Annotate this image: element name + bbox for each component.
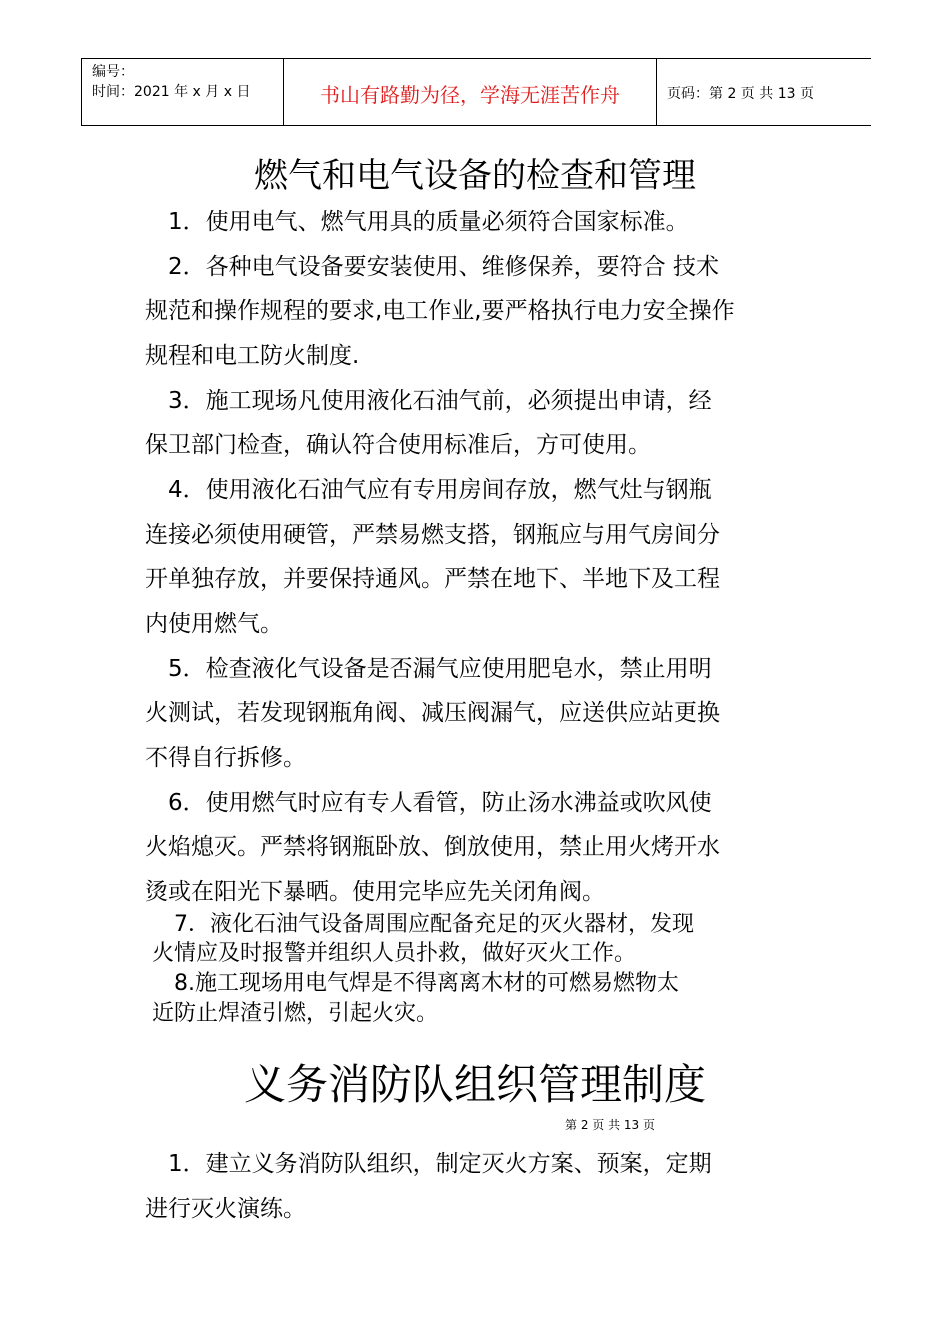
header-table [81, 58, 871, 126]
section-title: 燃气和电气设备的检查和管理 [254, 156, 696, 196]
page-footer: 第 2 页 共 13 页 [565, 1118, 655, 1132]
paragraph-line: 近防止焊渣引燃，引起火灾。 [152, 1001, 439, 1026]
paragraph-line: 规范和操作规程的要求,电工作业,要严格执行电力安全操作 [145, 298, 735, 324]
motto: 书山有路勤为径，学海无涯苦作舟 [320, 83, 620, 107]
paragraph-line: 1．使用电气、燃气用具的质量必须符合国家标准。 [145, 209, 689, 235]
section-title: 义务消防队组织管理制度 [243, 1060, 706, 1109]
paragraph-line: 内使用燃气。 [145, 611, 283, 637]
header-page-cell [657, 59, 872, 125]
paragraph-line: 规程和电工防火制度. [145, 343, 360, 369]
document-date: 时间：2021 年 x 月 x 日 [92, 84, 251, 100]
paragraph-line: 7．液化石油气设备周围应配备充足的灭火器材，发现 [152, 912, 694, 937]
paragraph-line: 8.施工现场用电气焊是不得离离木材的可燃易燃物太 [152, 971, 679, 996]
paragraph-line: 5．检查液化气设备是否漏气应使用肥皂水，禁止用明 [145, 656, 712, 682]
paragraph-line: 火测试，若发现钢瓶角阀、减压阀漏气，应送供应站更换 [145, 700, 720, 726]
paragraph-line: 进行灭火演练。 [145, 1196, 306, 1222]
paragraph-line: 连接必须使用硬管，严禁易燃支搭，钢瓶应与用气房间分 [145, 522, 720, 548]
paragraph-line: 保卫部门检查，确认符合使用标准后，方可使用。 [145, 432, 651, 458]
header-motto-cell [284, 59, 657, 125]
paragraph-line: 开单独存放，并要保持通风。严禁在地下、半地下及工程 [145, 566, 720, 592]
paragraph-line: 4．使用液化石油气应有专用房间存放，燃气灶与钢瓶 [145, 477, 712, 503]
paragraph-line: 不得自行拆修。 [145, 745, 306, 771]
header-info-cell [82, 59, 284, 125]
page-number: 页码：第 2 页 共 13 页 [667, 86, 814, 102]
paragraph-line: 2．各种电气设备要安装使用、维修保养，要符合 技术 [145, 254, 719, 280]
paragraph-line: 6．使用燃气时应有专人看管，防止汤水沸益或吹风使 [145, 790, 712, 816]
paragraph-line: 火情应及时报警并组织人员扑救，做好灭火工作。 [152, 941, 637, 966]
paragraph-line: 火焰熄灭。严禁将钢瓶卧放、倒放使用，禁止用火烤开水 [145, 834, 720, 860]
paragraph-line: 烫或在阳光下暴晒。使用完毕应先关闭角阀。 [145, 879, 605, 905]
paragraph-line: 1．建立义务消防队组织，制定灭火方案、预案，定期 [145, 1151, 712, 1177]
document-number: 编号： [92, 64, 134, 80]
paragraph-line: 3．施工现场凡使用液化石油气前，必须提出申请，经 [145, 388, 712, 414]
